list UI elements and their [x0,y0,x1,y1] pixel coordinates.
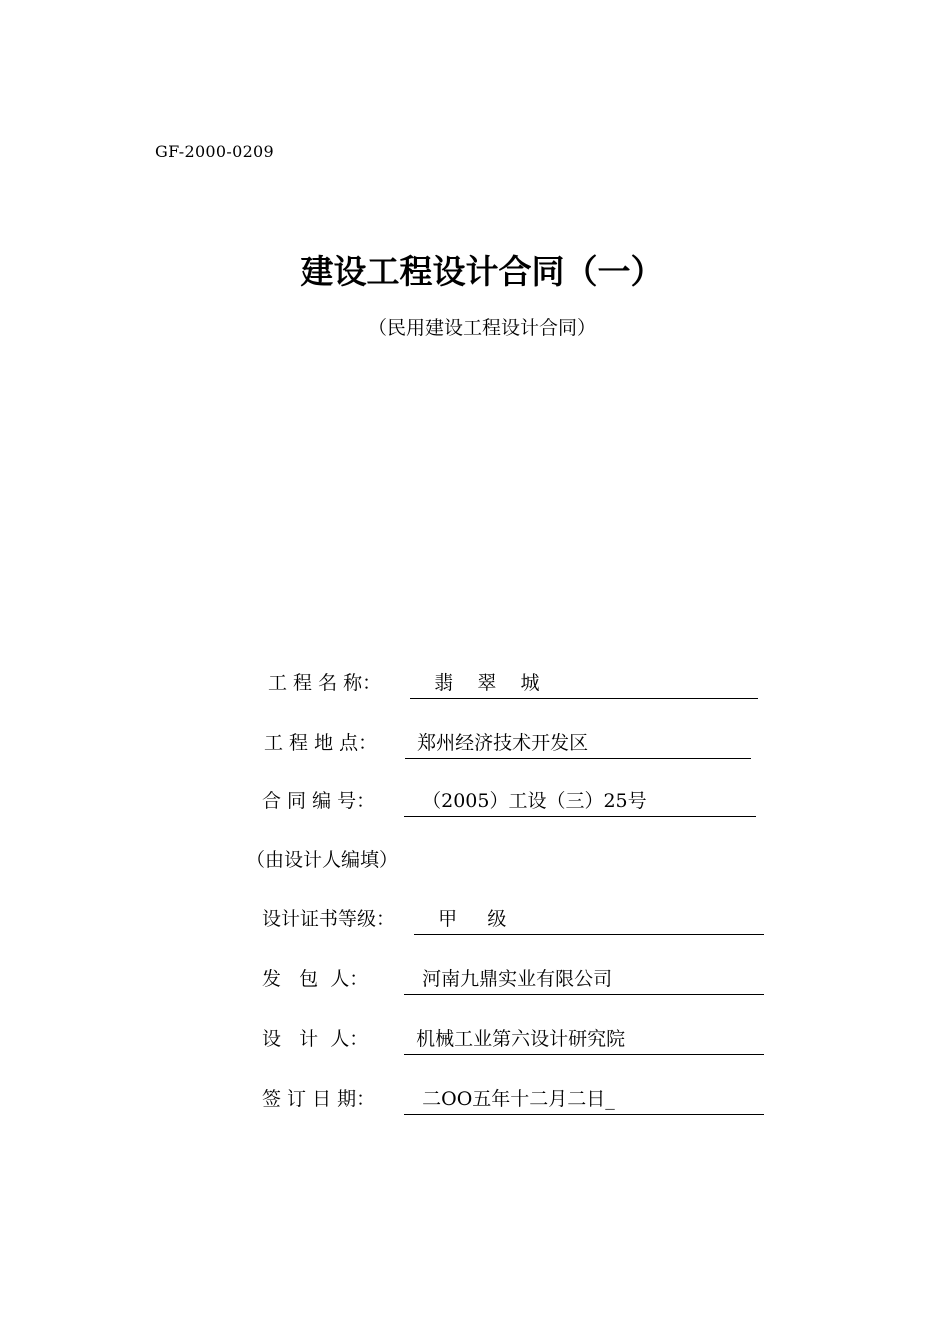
cert-grade-label: 设计证书等级： [262,908,396,930]
filled-by-designer-note: （由设计人编填） [246,849,399,871]
designer-label: 设 计 人： [262,1028,369,1050]
designer-value: 机械工业第六设计研究院 [404,1024,764,1055]
sign-date-label: 签 订 日 期： [262,1088,376,1110]
client-field [262,964,764,994]
designer-field [262,1024,764,1054]
document-code: GF-2000-0209 [155,142,275,161]
project-name-value: 翡 翠 城 [410,668,758,699]
contract-subtitle: （民用建设工程设计合同） [367,317,596,339]
cert-grade-value: 甲 级 [414,904,764,935]
contract-title: 建设工程设计合同（一） [300,252,664,291]
project-name-field [268,668,758,698]
cert-grade-field [262,904,764,934]
contract-number-label: 合 同 编 号： [262,790,376,812]
sign-date-value: 二OO五年十二月二日_ [404,1084,764,1115]
project-location-label: 工 程 地 点： [264,732,378,754]
client-label: 发 包 人： [262,968,369,990]
project-location-field [264,728,754,758]
sign-date-field [262,1084,764,1114]
project-location-value: 郑州经济技术开发区 [405,728,751,759]
contract-number-field [262,786,757,816]
project-name-label: 工 程 名 称： [268,672,382,694]
contract-number-value: （2005）工设（三）25号 [404,786,756,817]
client-value: 河南九鼎实业有限公司 [404,964,764,995]
